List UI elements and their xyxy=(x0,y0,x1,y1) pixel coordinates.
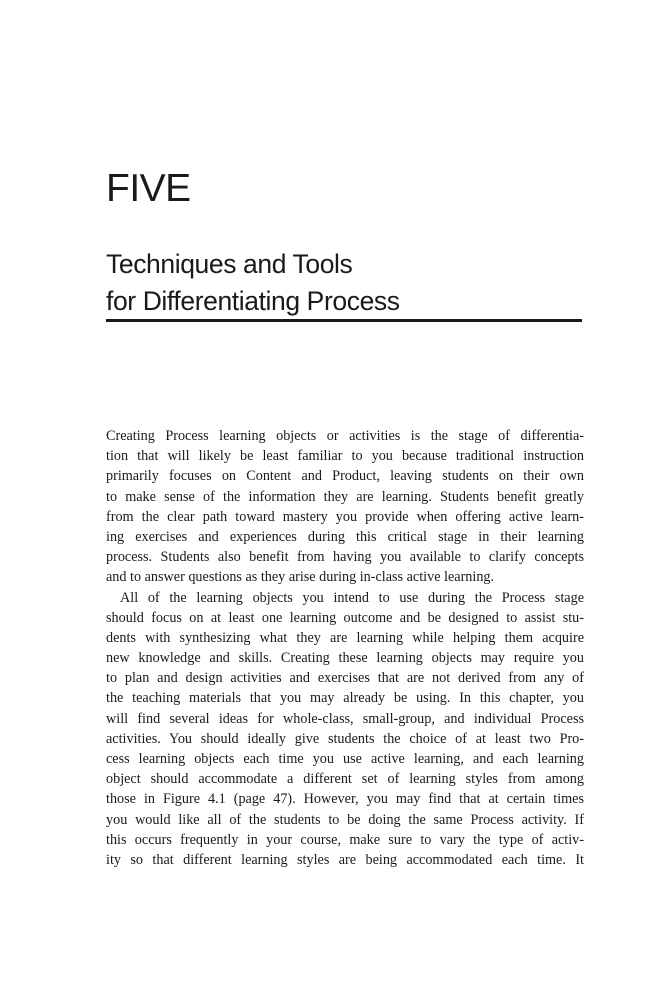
chapter-title-line: for Differentiating Process xyxy=(106,286,400,316)
text-line: this occurs frequently in your course, make sure to vary the type of activ- xyxy=(106,831,584,848)
text-line: Creating Process learning objects or activities is the stage of differentia- xyxy=(106,428,584,444)
paragraph-2 xyxy=(106,588,584,871)
text-line: you would like all of the students to be doing the same Process activity. If xyxy=(106,811,584,828)
chapter-body xyxy=(106,426,584,870)
text-line: object should accommodate a different set of learning styles from among xyxy=(106,771,584,788)
text-line: those in Figure 4.1 (page 47). However, you may find that at certain times xyxy=(106,791,584,808)
text-line: process. Students also benefit from having you available to clarify concepts xyxy=(106,549,584,566)
text-line: activities. You should ideally give students the choice of at least two Pro- xyxy=(106,730,584,747)
text-line: tion that will likely be least familiar to you because traditional instruction xyxy=(106,448,584,465)
paragraph-1 xyxy=(106,426,584,588)
text-line: will find several ideas for whole-class, small-group, and individual Process xyxy=(106,710,584,727)
text-line: ity so that different learning styles are being accommodated each time. It xyxy=(106,851,584,868)
text-line: All of the learning objects you intend to use during the Process stage xyxy=(120,589,584,606)
text-line: to make sense of the information they are learning. Students benefit greatly xyxy=(106,488,584,505)
chapter-title-line: Techniques and Tools xyxy=(106,249,353,279)
text-line: ing exercises and experiences during this critical stage in their learning xyxy=(106,528,584,545)
text-line: to plan and design activities and exercises that are not derived from any of xyxy=(106,670,584,687)
text-line: primarily focuses on Content and Product, leaving students on their own xyxy=(106,468,584,485)
text-line: cess learning objects each time you use active learning, and each learning xyxy=(106,751,584,767)
text-line: dents with synthesizing what they are learning while helping them acquire xyxy=(106,629,584,646)
title-rule xyxy=(106,319,582,322)
text-line: and to answer questions as they arise during in-class active learning. xyxy=(106,569,495,586)
text-line: should focus on at least one learning outcome and be designed to assist stu- xyxy=(106,609,584,626)
chapter-number: FIVE xyxy=(106,167,191,210)
text-line: new knowledge and skills. Creating these learning objects may require you xyxy=(106,650,584,667)
text-line: the teaching materials that you may already be using. In this chapter, you xyxy=(106,690,584,707)
chapter-title xyxy=(106,246,582,320)
text-line: from the clear path toward mastery you provide when offering active learn- xyxy=(106,508,584,525)
